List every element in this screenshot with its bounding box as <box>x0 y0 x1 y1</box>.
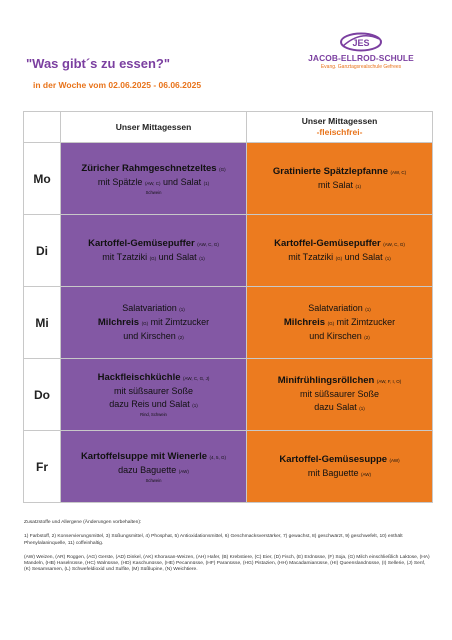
footer-heading: Zusatzstoffe und Allergene (Änderungen vorbehalten): <box>24 520 142 525</box>
meal-cell-regular: Züricher Rahmgeschnetzeltes (G) mit Spätzle (AW, C) und Salat (1) Schwein <box>61 143 247 215</box>
allergen-footer <box>24 520 432 582</box>
table-row <box>24 143 433 215</box>
logo-school-name: JACOB-ELLROD-SCHULE <box>308 53 414 63</box>
meal-cell-regular: Salatvariation (1) Milchreis (G) mit Zimtzucker und Kirschen (2) <box>61 287 247 359</box>
table-row <box>24 215 433 287</box>
meal-cell-vegetarian: Salatvariation (1) Milchreis (G) mit Zimtzucker und Kirschen (2) <box>247 287 433 359</box>
meat-note: Schwein <box>145 189 162 195</box>
additives-list: 1) Farbstoff, 2) Konservierungsmittel, 3) Süßungsmittel, 4) Phosphat, 5) Antioxidationsmittel, 6) Geschmacksverstärker, 7) gewachst, 8) geschwärzt, 9) geschwefelt, 10) enthält Phenylalaninquelle, 11) coffeinhaltig. <box>24 534 403 546</box>
logo-school-subtitle: Evang. Ganztagsrealschule Gefrees <box>320 64 402 70</box>
week-range: in der Woche vom 02.06.2025 - 06.06.2025 <box>33 80 202 90</box>
meal-cell-regular: Kartoffel-Gemüsepuffer (AW, C, G) mit Tzatziki (G) und Salat (1) <box>61 215 247 287</box>
day-label: Mo <box>24 143 61 215</box>
table-row <box>24 359 433 431</box>
logo-mark: JES <box>352 38 370 48</box>
meat-note: Schwein <box>145 477 162 483</box>
meal-cell-vegetarian: Gratinierte Spätzlepfanne (AW, C) mit Salat (1) <box>247 143 433 215</box>
page-title: "Was gibt´s zu essen?" <box>26 56 171 71</box>
menu-table <box>23 111 433 503</box>
meal-cell-vegetarian: Kartoffel-Gemüsepuffer (AW, C, G) mit Tzatziki (G) und Salat (1) <box>247 215 433 287</box>
day-label: Fr <box>24 431 61 503</box>
day-label: Do <box>24 359 61 431</box>
allergens-list: (AW) Weizen, (AR) Roggen, (AG) Gerste, (AD) Dinkel, (AK) Khorasan-Weizen, (AH) Hafer, (B) Krebstiere, (C) Eier, (D) Fisch, (E) Erdnüsse, (F) Soja, (G) Milch einschließlich Laktose, (HA) Mandeln, (HB) Haselnüsse, (HC) Walnüsse, (HD) Kaschunüsse, (HE) Pecannüsse, (HF) Paranüsse, (HG) Pistazien, (HH) Macadamianüsse, (HI) Queenslandnüsse, (I) Sellerie, (J) Senf, (K) Sesamsamen, (L) Schwefeldioxid und Sulfite, (M) Süßlupine, (N) Weichtiere. <box>24 554 430 573</box>
meal-cell-regular: Hackfleischküchle (AW, C, G, J) mit süßsaurer Soße dazu Reis und Salat (1) Rind, Schwein <box>61 359 247 431</box>
school-logo <box>300 32 422 70</box>
meal-cell-regular: Kartoffelsuppe mit Wienerle (4, 5, G) dazu Baguette (AW) Schwein <box>61 431 247 503</box>
column-header-vegetarian: Unser Mittagessen -fleischfrei- <box>247 112 433 143</box>
meat-note: Rind, Schwein <box>140 412 167 417</box>
day-label: Mi <box>24 287 61 359</box>
column-header-regular: Unser Mittagessen <box>61 112 247 143</box>
vegetarian-label: -fleischfrei- <box>316 127 363 137</box>
day-label: Di <box>24 215 61 287</box>
corner-cell <box>24 112 61 143</box>
meal-cell-vegetarian: Kartoffel-Gemüsesuppe (AW) mit Baguette (AW) <box>247 431 433 503</box>
table-row <box>24 287 433 359</box>
jes-logo-icon <box>339 32 383 52</box>
meal-cell-vegetarian: Minifrühlingsröllchen (AW, F, I, O) mit süßsaurer Soße dazu Salat (1) <box>247 359 433 431</box>
table-row <box>24 431 433 503</box>
table-header-row <box>24 112 433 143</box>
